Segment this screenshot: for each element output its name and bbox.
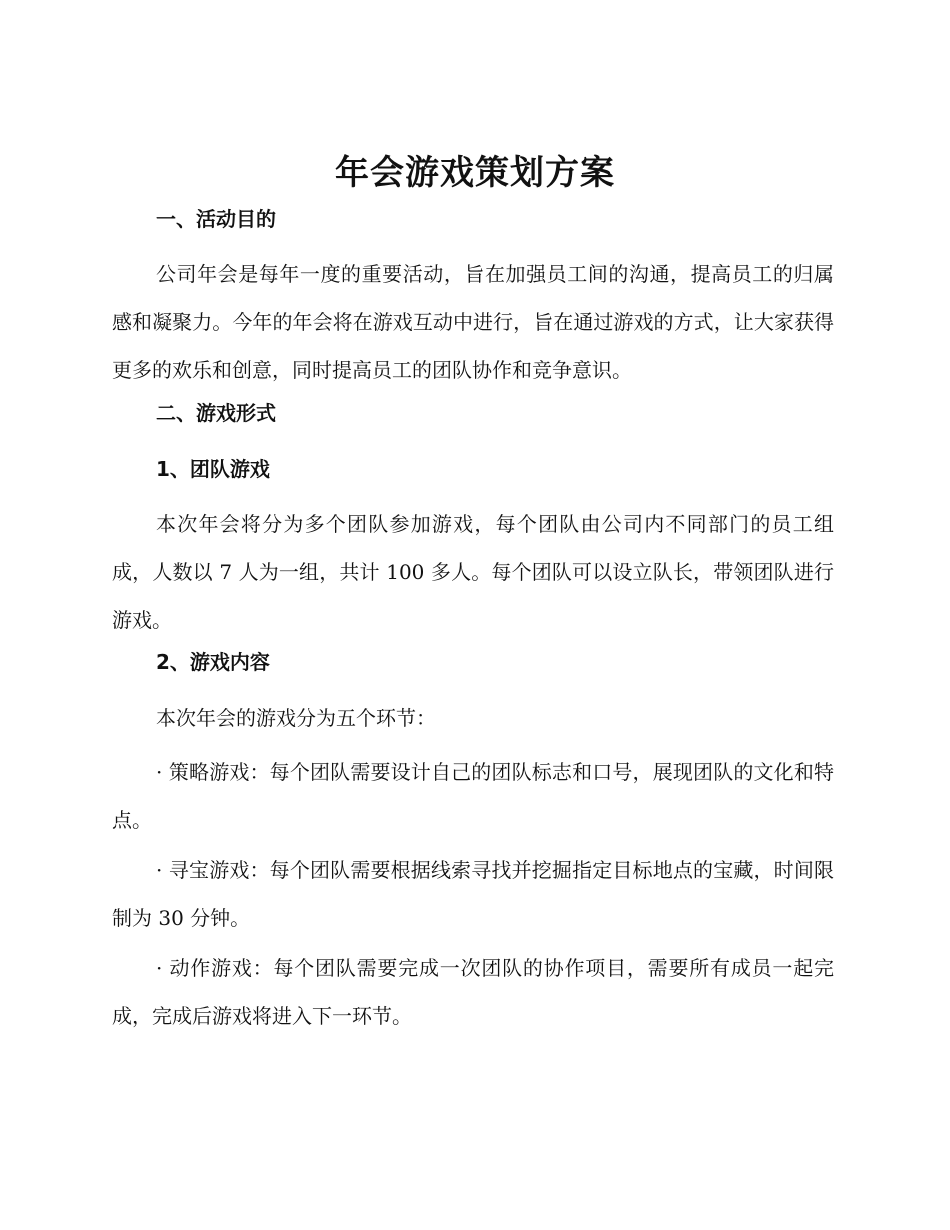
paragraph-team-game: 本次年会将分为多个团队参加游戏，每个团队由公司内不同部门的员工组成，人数以 7 人为一组，共计 100 多人。每个团队可以设立队长，带领团队进行游戏。 [112, 512, 834, 632]
section-heading-game-format: 二、游戏形式 [156, 401, 276, 425]
list-item-treasure-game: · 寻宝游戏：每个团队需要根据线索寻找并挖掘指定目标地点的宝藏，时间限制为 30 分钟。 [112, 858, 834, 930]
subsection-heading-game-content: 2、游戏内容 [156, 650, 270, 674]
section-heading-purpose: 一、活动目的 [156, 207, 276, 231]
paragraph-game-content-intro: 本次年会的游戏分为五个环节： [156, 706, 436, 730]
subsection-heading-team-game: 1、团队游戏 [156, 457, 270, 481]
paragraph-purpose: 公司年会是每年一度的重要活动，旨在加强员工间的沟通，提高员工的归属感和凝聚力。今年的年会将在游戏互动中进行，旨在通过游戏的方式，让大家获得更多的欢乐和创意，同时提高员工的团队协作和竞争意识。 [112, 262, 834, 382]
list-item-strategy-game: · 策略游戏：每个团队需要设计自己的团队标志和口号，展现团队的文化和特点。 [112, 760, 834, 832]
list-item-action-game: · 动作游戏：每个团队需要完成一次团队的协作项目，需要所有成员一起完成，完成后游戏将进入下一环节。 [112, 956, 834, 1028]
page-title: 年会游戏策划方案 [335, 153, 615, 193]
